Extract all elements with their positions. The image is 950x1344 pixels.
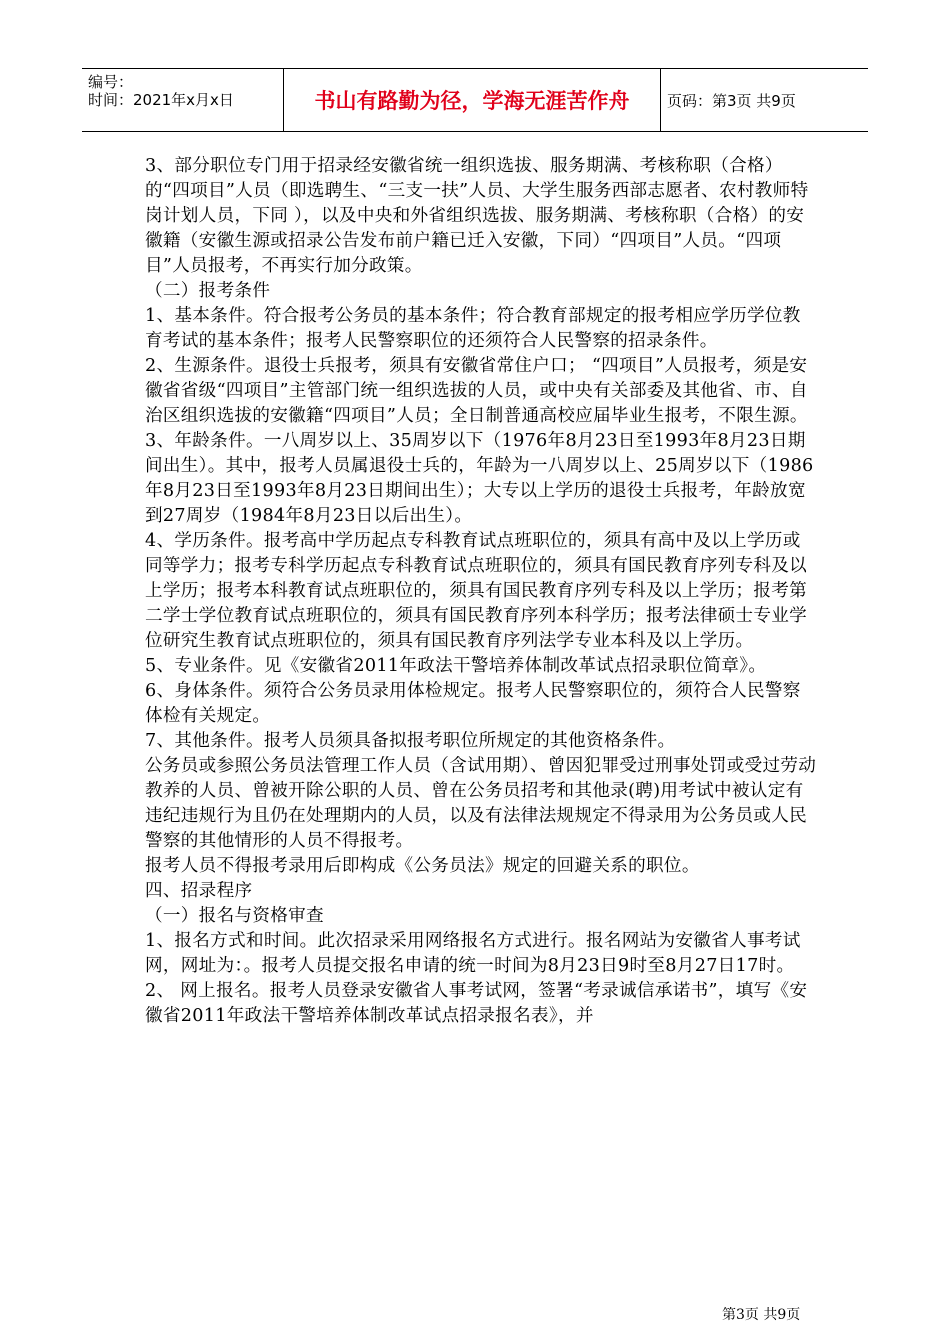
paragraph: 1、报名方式和时间。此次招录采用网络报名方式进行。报名网站为安徽省人事考试网，网址为：。报考人员提交报名申请的统一时间为8月23日9时至8月27日17时。 xyxy=(145,931,801,976)
document-body xyxy=(145,154,817,1029)
header-meta xyxy=(82,69,284,131)
paragraph: 2、 网上报名。报考人员登录安徽省人事考试网，签署“考录诚信承诺书”，填写《安徽省2011年政法干警培养体制改革试点招录报名表》，并 xyxy=(145,981,808,1026)
paragraph: 1、基本条件。符合报考公务员的基本条件；符合教育部规定的报考相应学历学位教育考试的基本条件；报考人民警察职位的还须符合人民警察的招录条件。 xyxy=(145,306,801,351)
paragraph: 3、年龄条件。一八周岁以上、35周岁以下（1976年8月23日至1993年8月23日期间出生）。其中，报考人员属退役士兵的，年龄为一八周岁以上、25周岁以下（1986年8月23日至1993年8月23日期间出生）；大专以上学历的退役士兵报考，年龄放宽到27周岁（1984年8月23日以后出生）。 xyxy=(145,431,814,526)
paragraph: 3、部分职位专门用于招录经安徽省统一组织选拔、服务期满、考核称职（合格）的“四项目”人员（即选聘生、“三支一扶”人员、大学生服务西部志愿者、农村教师特岗计划人员，下同 ），以及中央和外省组织选拔、服务期满、考核称职（合格）的安徽籍（安徽生源或招录公告发布前户籍已迁入安徽，下同）“四项目”人员。“四项目”人员报考，不再实行加分政策。 xyxy=(145,156,809,276)
paragraph: 报考人员不得报考录用后即构成《公务员法》规定的回避关系的职位。 xyxy=(145,856,700,876)
paragraph: 2、生源条件。退役士兵报考，须具有安徽省常住户口； “四项目”人员报考，须是安徽省省级“四项目”主管部门统一组织选拔的人员，或中央有关部委及其他省、市、自治区组织选拔的安徽籍“四项目”人员；全日制普通高校应届毕业生报考，不限生源。 xyxy=(145,356,808,426)
paragraph: 5、专业条件。见《安徽省2011年政法干警培养体制改革试点招录职位简章》。 xyxy=(145,656,767,676)
number-label: 编号： xyxy=(88,73,134,91)
section-heading: 四、招录程序 xyxy=(145,881,253,901)
paragraph: 4、学历条件。报考高中学历起点专科教育试点班职位的，须具有高中及以上学历或同等学力；报考专科学历起点专科教育试点班职位的，须具有国民教育序列专科及以上学历；报考本科教育试点班职位的，须具有国民教育序列专科及以上学历；报考第二学士学位教育试点班职位的，须具有国民教育序列本科学历；报考法律硕士专业学位研究生教育试点班职位的，须具有国民教育序列法学专业本科及以上学历。 xyxy=(145,531,808,651)
header-motto: 书山有路勤为径，学海无涯苦作舟 xyxy=(284,69,661,131)
header-page-number: 页码：第3页 共9页 xyxy=(667,91,796,110)
paragraph: 6、身体条件。须符合公务员录用体检规定。报考人民警察职位的，须符合人民警察体检有关规定。 xyxy=(145,681,801,726)
time-label: 时间：2021年x月x日 xyxy=(88,91,234,109)
paragraph: 公务员或参照公务员法管理工作人员（含试用期）、曾因犯罪受过刑事处罚或受过劳动教养的人员、曾被开除公职的人员、曾在公务员招考和其他录(聘)用考试中被认定有违纪违规行为且仍在处理期内的人员，以及有法律法规规定不得录用为公务员或人民警察的其他情形的人员不得报考。 xyxy=(145,756,817,851)
page-header xyxy=(82,68,868,132)
section-heading: （一）报名与资格审查 xyxy=(145,906,324,926)
page-footer: 第3页 共9页 xyxy=(722,1307,801,1323)
section-heading: （二）报考条件 xyxy=(145,281,271,301)
paragraph: 7、其他条件。报考人员须具备拟报考职位所规定的其他资格条件。 xyxy=(145,731,676,751)
